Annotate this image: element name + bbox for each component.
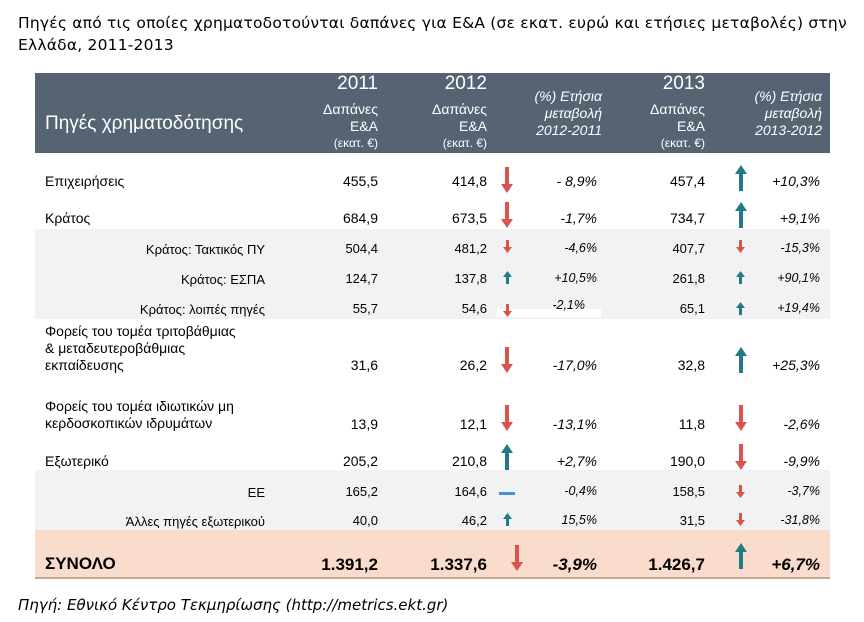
change-2013-2012: +10,3% bbox=[772, 173, 820, 189]
value-2011: 504,4 bbox=[345, 241, 378, 256]
row-label-line1: Φορείς του τομέα τριτοβάθμιας bbox=[45, 323, 236, 339]
row-label: Κράτος: Τακτικός ΠΥ bbox=[145, 242, 265, 257]
value-2013: 158,5 bbox=[672, 484, 705, 499]
row-label-line2: & μεταδευτεροβάθμιας bbox=[45, 340, 186, 356]
arrow-down-icon bbox=[501, 347, 513, 373]
change-2013-2012: -9,9% bbox=[783, 453, 820, 469]
value-2012: 481,2 bbox=[454, 241, 487, 256]
value-2011: 455,5 bbox=[342, 173, 378, 189]
header-change2-l2: μεταβολή bbox=[764, 105, 822, 121]
arrow-up-icon bbox=[735, 347, 747, 373]
arrow-up-icon bbox=[501, 444, 513, 470]
header-year-2012: 2012 bbox=[444, 73, 487, 94]
arrow-down-icon bbox=[735, 405, 747, 431]
total-2012: 1.337,6 bbox=[430, 555, 487, 574]
change-2013-2012: +90,1% bbox=[777, 271, 820, 285]
arrow-up-icon bbox=[735, 202, 747, 228]
row-label: Άλλες πηγές εξωτερικού bbox=[125, 514, 265, 529]
value-2013: 32,8 bbox=[677, 357, 705, 373]
value-2012: 414,8 bbox=[451, 173, 487, 189]
arrow-up-icon bbox=[736, 271, 745, 284]
table-header bbox=[35, 73, 830, 153]
arrow-down-icon bbox=[501, 202, 513, 228]
change-2012-2011: - 8,9% bbox=[556, 173, 597, 189]
header-year-2013: 2013 bbox=[662, 73, 705, 94]
row-label: Κράτος: λοιπές πηγές bbox=[139, 302, 265, 317]
change-2012-2011: -2,1% bbox=[552, 298, 585, 312]
arrow-up-icon bbox=[503, 513, 512, 526]
change-2012-2011: -4,6% bbox=[564, 241, 597, 255]
change-2012-2011: -0,4% bbox=[564, 484, 597, 498]
value-2012: 210,8 bbox=[451, 453, 487, 469]
value-2011: 124,7 bbox=[345, 271, 378, 286]
header-2011-sub3: (εκατ. €) bbox=[333, 136, 378, 150]
value-2013: 31,5 bbox=[679, 513, 705, 528]
value-2012: 164,6 bbox=[454, 484, 487, 499]
arrow-down-icon bbox=[501, 167, 513, 193]
header-change2-l3: 2013-2012 bbox=[755, 122, 822, 138]
header-year-2011: 2011 bbox=[337, 73, 378, 94]
arrow-up-icon bbox=[735, 543, 747, 569]
document-title: Πηγές από τις οποίες χρηματοδοτούνται δαπάνες για Ε&Α (σε εκατ. ευρώ και ετήσιες μεταβολές) στην Ελλάδα, 2011-2013 bbox=[18, 14, 847, 54]
header-2013-sub1: Δαπάνες bbox=[650, 101, 705, 117]
total-change-2012-2011: -3,9% bbox=[552, 555, 597, 574]
value-2013: 11,8 bbox=[678, 416, 705, 432]
value-2012: 46,2 bbox=[461, 513, 487, 528]
row-label: Κράτος: ΕΣΠΑ bbox=[180, 272, 265, 287]
change-2012-2011: +10,5% bbox=[554, 271, 597, 285]
arrow-down-icon bbox=[503, 240, 512, 253]
arrow-down-icon bbox=[501, 405, 513, 431]
header-2013-sub2: Ε&Α bbox=[676, 118, 705, 134]
band-gap bbox=[497, 309, 601, 317]
value-2011: 55,7 bbox=[352, 301, 378, 316]
header-2012-sub3: (εκατ. €) bbox=[442, 136, 487, 150]
value-2011: 165,2 bbox=[345, 484, 378, 499]
value-2011: 205,2 bbox=[342, 453, 378, 469]
change-2012-2011: 15,5% bbox=[561, 513, 597, 527]
source-note: Πηγή: Εθνικό Κέντρο Τεκμηρίωσης (http://metrics.ekt.gr) bbox=[18, 596, 449, 614]
change-2013-2012: +9,1% bbox=[779, 210, 820, 226]
value-2011: 13,9 bbox=[350, 416, 378, 432]
row-label: Εξωτερικό bbox=[45, 453, 109, 469]
change-2013-2012: -2,6% bbox=[783, 416, 820, 432]
header-2011-sub1: Δαπάνες bbox=[323, 101, 378, 117]
header-change1-l2: μεταβολή bbox=[544, 105, 602, 121]
value-2013: 457,4 bbox=[669, 173, 705, 189]
value-2012: 673,5 bbox=[451, 210, 487, 226]
change-2013-2012: +19,4% bbox=[777, 301, 820, 315]
row-label: Κράτος bbox=[45, 210, 91, 226]
header-change1-l1: (%) Ετήσια bbox=[534, 88, 602, 104]
total-2011: 1.391,2 bbox=[321, 555, 378, 574]
arrow-down-icon bbox=[736, 240, 745, 253]
value-2013: 65,1 bbox=[679, 301, 705, 316]
value-2012: 54,6 bbox=[461, 301, 487, 316]
flat-dash-icon bbox=[499, 492, 515, 495]
header-change2-l1: (%) Ετήσια bbox=[754, 88, 822, 104]
header-change1-l3: 2012-2011 bbox=[536, 122, 602, 138]
arrow-up-icon bbox=[735, 165, 747, 191]
total-2013: 1.426,7 bbox=[648, 555, 705, 574]
value-2013: 734,7 bbox=[669, 210, 705, 226]
value-2012: 12,1 bbox=[459, 416, 487, 432]
value-2011: 31,6 bbox=[350, 357, 378, 373]
value-2012: 26,2 bbox=[459, 357, 487, 373]
value-2011: 40,0 bbox=[352, 513, 378, 528]
change-2013-2012: +25,3% bbox=[772, 357, 820, 373]
row-label-line3: εκπαίδευσης bbox=[45, 357, 124, 373]
change-2013-2012: -3,7% bbox=[787, 484, 820, 498]
change-2012-2011: -1,7% bbox=[560, 210, 597, 226]
arrow-down-icon bbox=[736, 485, 745, 498]
arrow-up-icon bbox=[503, 271, 512, 284]
arrow-down-icon bbox=[511, 545, 523, 571]
arrow-up-icon bbox=[736, 302, 745, 315]
row-label-line2: κερδοσκοπικών ιδρυμάτων bbox=[45, 415, 213, 431]
row-label: Επιχειρήσεις bbox=[45, 173, 125, 189]
header-2013-sub3: (εκατ. €) bbox=[660, 136, 705, 150]
change-2012-2011: +2,7% bbox=[556, 453, 597, 469]
value-2012: 137,8 bbox=[454, 271, 487, 286]
row-label-line1: Φορείς του τομέα ιδιωτικών μη bbox=[45, 398, 234, 414]
header-2011-sub2: Ε&Α bbox=[349, 118, 378, 134]
total-label: ΣΥΝΟΛΟ bbox=[45, 554, 116, 573]
arrow-down-icon bbox=[503, 304, 512, 317]
change-2013-2012: -15,3% bbox=[780, 241, 820, 255]
value-2013: 261,8 bbox=[672, 271, 705, 286]
value-2013: 407,7 bbox=[672, 241, 705, 256]
value-2013: 190,0 bbox=[669, 453, 705, 469]
value-2011: 684,9 bbox=[342, 210, 378, 226]
total-change-2013-2012: +6,7% bbox=[771, 555, 820, 574]
change-2013-2012: -31,8% bbox=[780, 513, 820, 527]
row-label: ΕΕ bbox=[247, 485, 265, 500]
header-2012-sub1: Δαπάνες bbox=[432, 101, 487, 117]
arrow-down-icon bbox=[736, 513, 745, 526]
change-2012-2011: -13,1% bbox=[552, 416, 597, 432]
arrow-down-icon bbox=[735, 444, 747, 470]
change-2012-2011: -17,0% bbox=[552, 357, 597, 373]
header-2012-sub2: Ε&Α bbox=[458, 118, 487, 134]
funding-sources-table bbox=[35, 73, 830, 579]
header-sources-label: Πηγές χρηματοδότησης bbox=[45, 113, 244, 134]
